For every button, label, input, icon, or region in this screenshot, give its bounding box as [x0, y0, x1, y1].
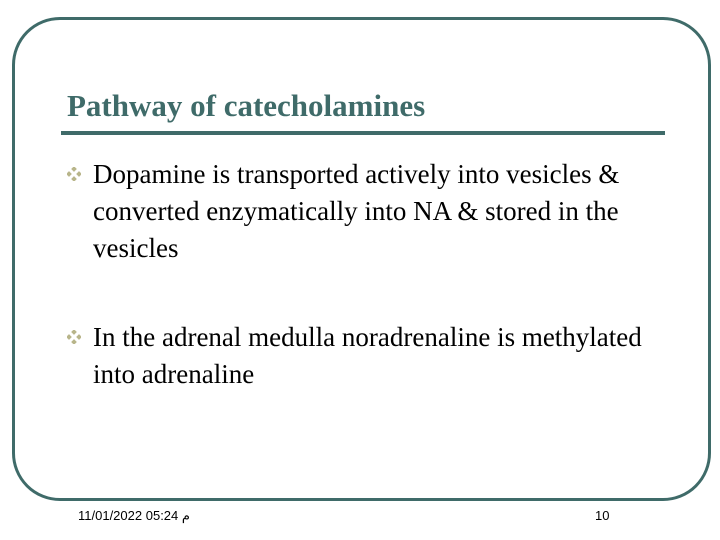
bullet-text: In the adrenal medulla noradrenaline is methylated into adrenaline — [93, 322, 642, 389]
title-underline — [61, 131, 665, 135]
diamond-bullet-icon — [67, 330, 81, 344]
bullet-item — [67, 319, 687, 393]
bullet-text: Dopamine is transported actively into vesicles & converted enzymatically into NA & stored in the vesicles — [93, 159, 620, 263]
page-number: 10 — [595, 508, 610, 523]
diamond-bullet-icon — [67, 167, 81, 181]
footer-date: م 05:24 11/01/2022 — [78, 508, 190, 523]
slide-title: Pathway of catecholamines — [67, 88, 426, 123]
bullet-item — [67, 156, 687, 267]
